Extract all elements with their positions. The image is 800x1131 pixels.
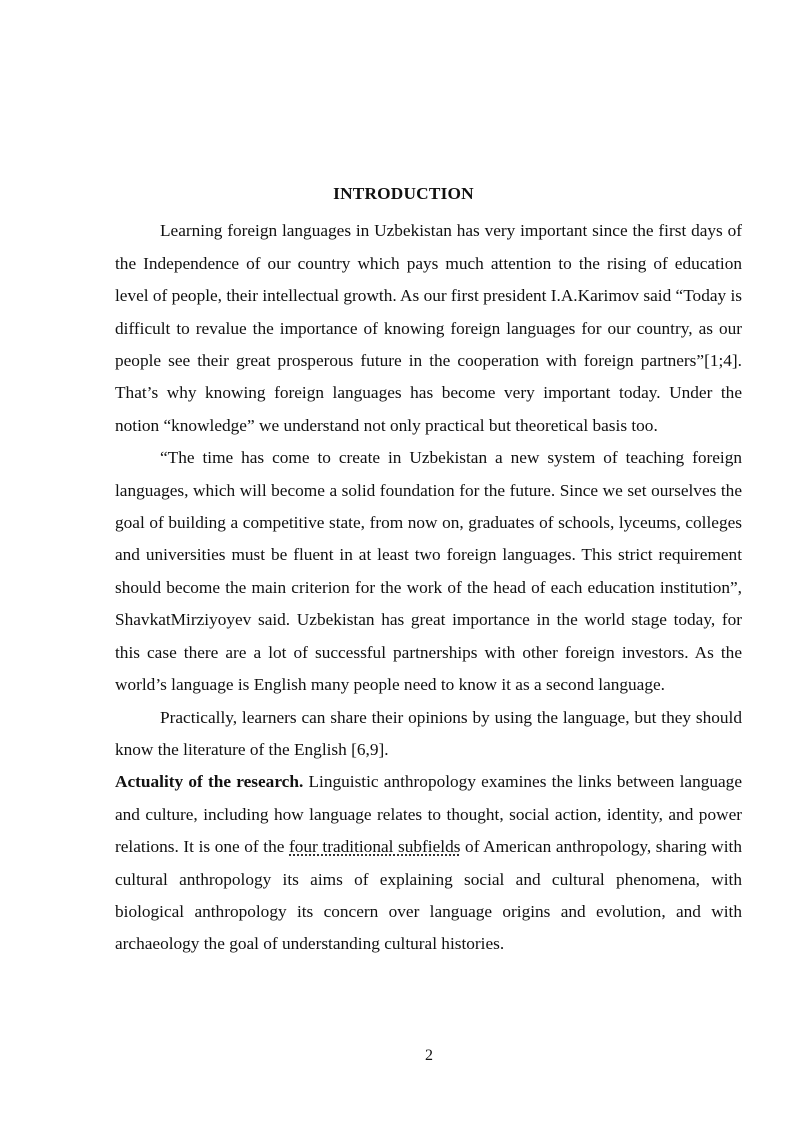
subfields-link[interactable]: four traditional subfields — [289, 837, 461, 857]
section-title: INTRODUCTION — [333, 184, 474, 203]
actuality-text-end: of American anthropology, sharing with cultural anthropology its aims of explaining social and cultural phenomena, with biological anthropology its concern over language origins and evolution, and with archaeology the goal of understanding cultural histories. — [115, 837, 743, 954]
paragraph-1: Learning foreign languages in Uzbekistan has very important since the first days of the Independence of our country which pays much attention to the rising of education level of people, their intellectual growth. As our first president I.A.Karimov said “Today is difficult to revalue the importance of knowing foreign languages for our country, as our people see their great prosperous future in the cooperation with foreign partners”[1;4]. That’s why knowing foreign languages has become very important today. Under the notion “knowledge” we understand not only practical but theoretical basis too. — [115, 221, 742, 435]
page-number: 2 — [425, 1047, 433, 1064]
paragraph-3: Practically, learners can share their opinions by using the language, but they should know the literature of the English [6,9]. — [115, 707, 742, 759]
actuality-heading: Actuality of the research. — [115, 772, 304, 792]
actuality-paragraph — [115, 766, 742, 960]
paragraph-2: “The time has come to create in Uzbekistan a new system of teaching foreign languages, which will become a solid foundation for the future. Since we set ourselves the goal of building a competitive state, from now on, graduates of schools, lyceums, colleges and universities must be fluent in at least two foreign languages. This strict requirement should become the main criterion for the work of the head of each education institution”, ShavkatMirziyoyev said. Uzbekistan has great importance in the world stage today, for this case there are a lot of successful partnerships with other foreign investors. As the world’s language is English many people need to know it as a second language. — [115, 448, 742, 695]
page-content — [115, 178, 742, 961]
actuality-text-start: Linguistic anthropology examines the links between language and culture, including how language relates to thought, social action, identity, and power relations. It is one of the — [115, 772, 742, 857]
